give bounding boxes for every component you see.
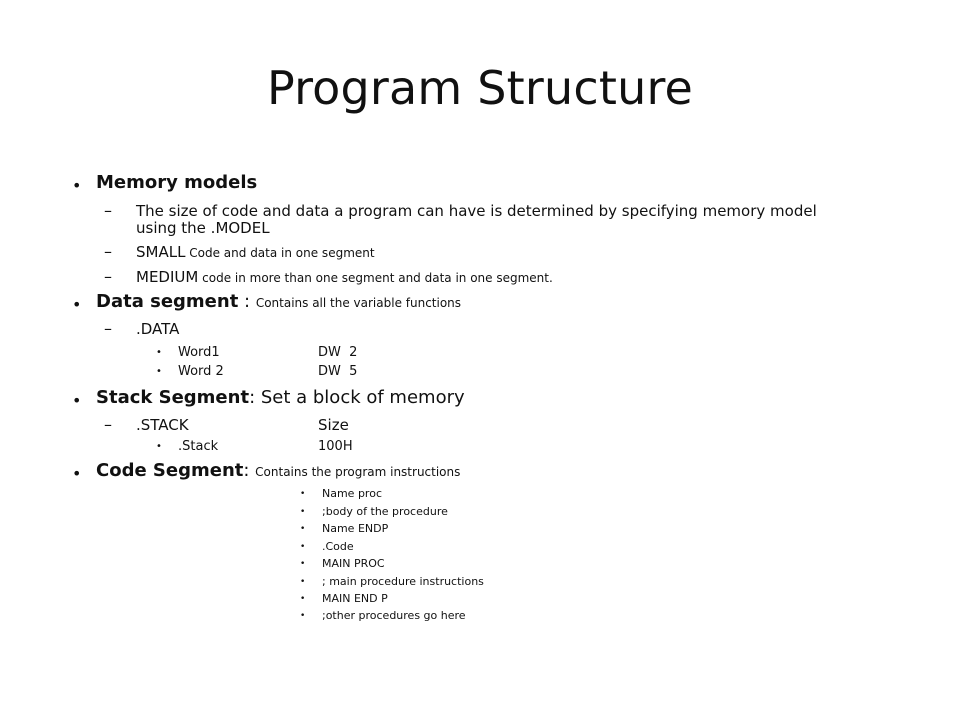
bullet-dot-small: • — [300, 559, 306, 569]
bullet-dot-small: • — [300, 524, 306, 534]
stack-size-label: Size — [318, 416, 349, 434]
data-segment-label: Data segment — [96, 291, 239, 312]
bullet-dot: • — [72, 464, 82, 483]
code-line-2: ;body of the procedure — [322, 505, 448, 518]
code-segment-label: Code Segment — [96, 460, 244, 481]
code-line-3: Name ENDP — [322, 522, 389, 535]
bullet-dot-small: • — [300, 489, 306, 499]
memory-item-2-text: Code and data in one segment — [185, 246, 375, 260]
data-var-2-def: DW 5 — [318, 364, 358, 379]
memory-item-2-keyword: SMALL — [136, 243, 186, 261]
memory-models-heading — [96, 172, 257, 194]
data-var-1-name: Word1 — [178, 345, 220, 360]
bullet-dot-small: • — [300, 542, 306, 552]
stack-row-name: .Stack — [178, 439, 219, 454]
memory-models-label: Memory models — [96, 172, 258, 193]
slide-title: Program Structure — [266, 61, 694, 115]
code-line-4: .Code — [322, 540, 354, 553]
bullet-dot-small: • — [300, 577, 306, 587]
bullet-dot: • — [72, 176, 82, 195]
bullet-dot-small: • — [156, 347, 162, 358]
memory-item-3 — [136, 269, 553, 286]
stack-directive: .STACK — [136, 416, 189, 434]
memory-item-1: The size of code and data a program can have is determined by specifying memory model — [136, 202, 817, 220]
bullet-dot-small: • — [300, 507, 306, 517]
data-segment-desc: Contains all the variable functions — [255, 296, 462, 310]
bullet-dash: – — [104, 201, 112, 220]
code-line-7: MAIN END P — [322, 592, 388, 605]
bullet-dot-small: • — [300, 594, 306, 604]
stack-segment-label: Stack Segment — [96, 387, 250, 408]
stack-segment-desc: : Set a block of memory — [249, 387, 465, 408]
stack-row-value: 100H — [318, 439, 353, 454]
bullet-dash: – — [104, 319, 112, 338]
code-line-8: ;other procedures go here — [322, 609, 466, 622]
stack-segment-heading — [96, 387, 465, 409]
data-var-2-name: Word 2 — [178, 364, 224, 379]
data-segment-heading — [96, 291, 461, 314]
memory-item-3-keyword: MEDIUM — [136, 268, 199, 286]
code-segment-desc: Contains the program instructions — [255, 465, 461, 479]
memory-item-3-text: code in more than one segment and data in one segment. — [198, 271, 553, 285]
memory-item-1-cont: using the .MODEL — [136, 219, 270, 237]
bullet-dot: • — [72, 391, 82, 410]
memory-item-2 — [136, 244, 375, 261]
code-line-1: Name proc — [322, 487, 382, 500]
bullet-dash: – — [104, 415, 112, 434]
bullet-dash: – — [104, 242, 112, 261]
code-line-5: MAIN PROC — [322, 557, 385, 570]
data-directive: .DATA — [136, 320, 180, 338]
code-segment-sep: : — [243, 460, 256, 481]
bullet-dot: • — [72, 295, 82, 314]
data-var-1-def: DW 2 — [318, 345, 358, 360]
bullet-dot-small: • — [300, 611, 306, 621]
code-line-6: ; main procedure instructions — [322, 575, 484, 588]
data-segment-sep: : — [238, 291, 256, 312]
bullet-dash: – — [104, 267, 112, 286]
bullet-dot-small: • — [156, 441, 162, 452]
code-segment-heading — [96, 460, 460, 483]
bullet-dot-small: • — [156, 366, 162, 377]
